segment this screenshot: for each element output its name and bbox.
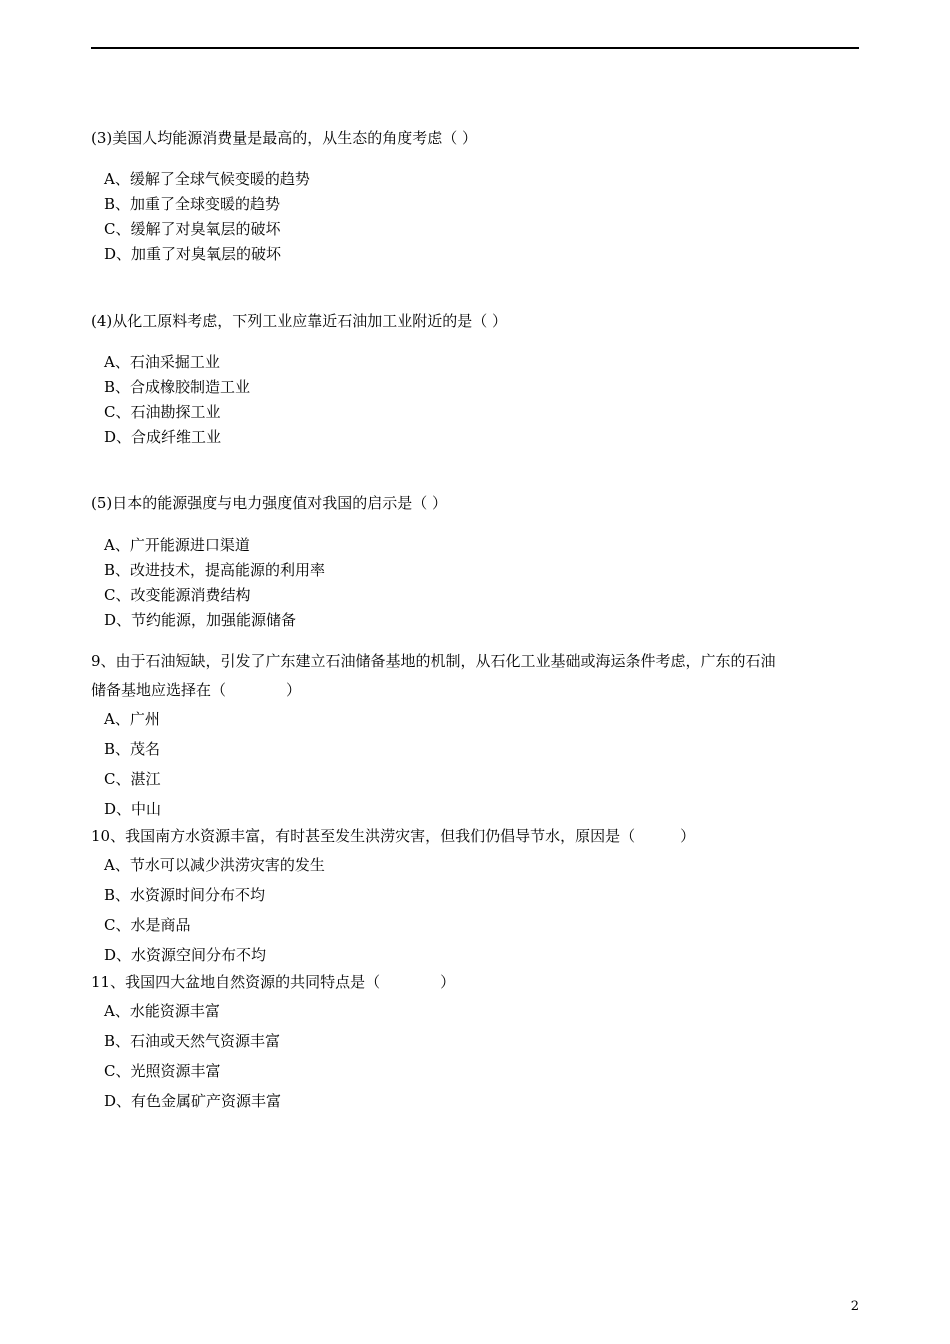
question-11-option-c: C、光照资源丰富 xyxy=(104,1062,221,1080)
question-4-stem: (4)从化工原料考虑，下列工业应靠近石油加工业附近的是（ ） xyxy=(91,312,508,330)
question-11-option-a: A、水能资源丰富 xyxy=(104,1002,220,1020)
question-10-option-c: C、水是商品 xyxy=(104,916,191,934)
question-10-option-d: D、水资源空间分布不均 xyxy=(104,946,267,964)
question-10-option-a: A、节水可以减少洪涝灾害的发生 xyxy=(104,856,325,874)
question-4-option-a: A、石油采掘工业 xyxy=(104,353,220,371)
question-5-option-c: C、改变能源消费结构 xyxy=(104,586,251,604)
question-3-stem: (3)美国人均能源消费量是最高的，从生态的角度考虑（ ） xyxy=(91,129,478,147)
question-11-stem: 11、我国四大盆地自然资源的共同特点是（ ） xyxy=(91,973,456,991)
question-5-option-d: D、节约能源，加强能源储备 xyxy=(104,611,297,629)
page-number: 2 xyxy=(850,1299,859,1314)
question-9-option-c: C、湛江 xyxy=(104,770,161,788)
question-11-option-b: B、石油或天然气资源丰富 xyxy=(104,1032,281,1050)
question-3-option-b: B、加重了全球变暖的趋势 xyxy=(104,195,281,213)
header-rule xyxy=(91,47,859,49)
question-4-option-d: D、合成纤维工业 xyxy=(104,428,222,446)
question-3-option-c: C、缓解了对臭氧层的破坏 xyxy=(104,220,281,238)
question-10-stem: 10、我国南方水资源丰富，有时甚至发生洪涝灾害，但我们仍倡导节水，原因是（ ） xyxy=(91,827,696,845)
question-9-stem-line2: 储备基地应选择在（ ） xyxy=(91,681,302,699)
question-4-option-c: C、石油勘探工业 xyxy=(104,403,221,421)
question-9-option-d: D、中山 xyxy=(104,800,162,818)
question-9-option-a: A、广州 xyxy=(104,710,160,728)
question-5-stem: (5)日本的能源强度与电力强度值对我国的启示是（ ） xyxy=(91,494,448,512)
question-11-option-d: D、有色金属矿产资源丰富 xyxy=(104,1092,282,1110)
question-5-option-b: B、改进技术，提高能源的利用率 xyxy=(104,561,326,579)
question-3-option-d: D、加重了对臭氧层的破坏 xyxy=(104,245,282,263)
question-4-option-b: B、合成橡胶制造工业 xyxy=(104,378,251,396)
question-10-option-b: B、水资源时间分布不均 xyxy=(104,886,266,904)
question-5-option-a: A、广开能源进口渠道 xyxy=(104,536,250,554)
question-9-option-b: B、茂名 xyxy=(104,740,161,758)
question-9-stem-line1: 9、由于石油短缺，引发了广东建立石油储备基地的机制，从石化工业基础或海运条件考虑，广东的石油 xyxy=(91,652,776,670)
question-3-option-a: A、缓解了全球气候变暖的趋势 xyxy=(104,170,310,188)
